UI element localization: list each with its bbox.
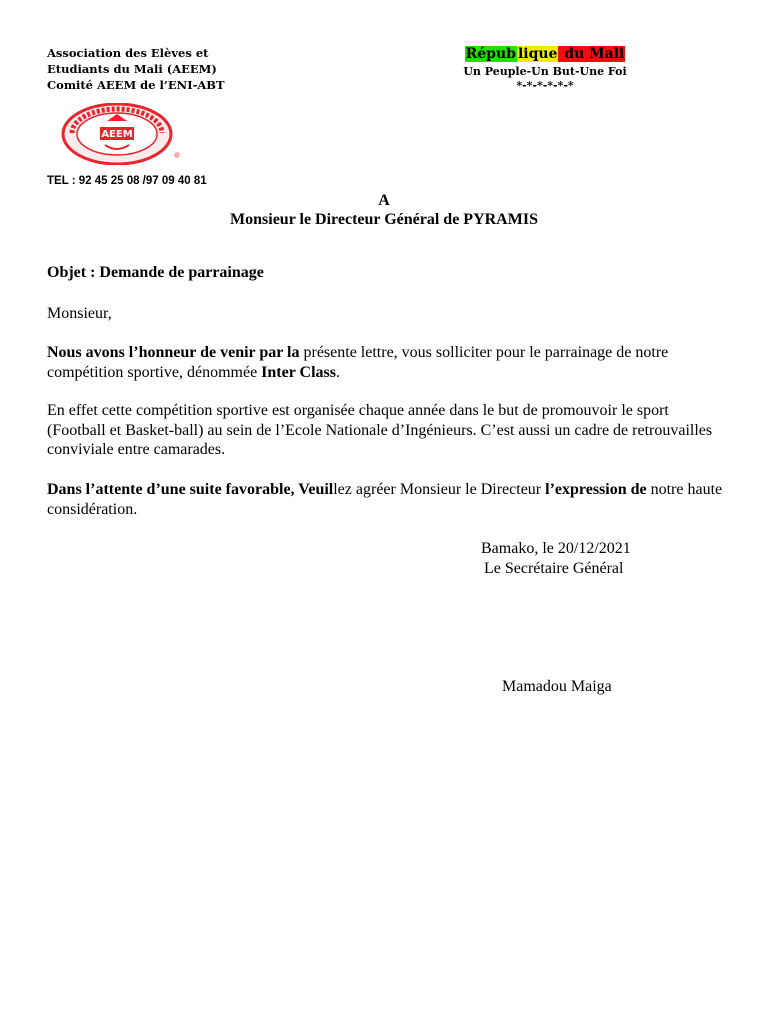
p3-bold-intro: Dans l’attente d’une suite favorable, Veuil bbox=[47, 481, 334, 498]
p3-end: notre haute considération. bbox=[47, 481, 723, 518]
p1-bold-intro: Nous avons l’honneur de venir par la bbox=[47, 344, 300, 361]
recipient-name: Monsieur le Directeur Général de PYRAMIS bbox=[230, 211, 538, 228]
p1-text: présente lettre, vous solliciter pour le parrainage de notre compétition sportive, dénommée bbox=[47, 344, 669, 381]
republic-title-red: du Mali bbox=[559, 46, 625, 62]
p3-text: lez agréer Monsieur le Directeur bbox=[333, 481, 546, 498]
signatory-name: Mamadou Maiga bbox=[502, 678, 612, 695]
paragraph-1 bbox=[47, 343, 727, 382]
logo-text: AEEM bbox=[101, 129, 133, 140]
aeem-logo bbox=[60, 103, 182, 165]
salutation: Monsieur, bbox=[47, 305, 112, 322]
republic-title-yellow: lique bbox=[517, 46, 558, 62]
republic-header bbox=[453, 43, 637, 92]
national-motto: Un Peuple-Un But-Une Foi bbox=[463, 65, 627, 78]
paragraph-2: En effet cette compétition sportive est organisée chaque année dans le but de promouvoir le sport (Football et Basket-ball) au sein de l’Ecole Nationale d’Ingénieurs. C’est aussi un cadre de retrouvailles conviviale entre camarades. bbox=[47, 402, 713, 458]
recipient-a: A bbox=[378, 192, 390, 209]
letter-subject: Objet : Demande de parrainage bbox=[47, 264, 264, 281]
p1-event-name: Inter Class bbox=[261, 363, 336, 381]
organization-header bbox=[47, 45, 225, 93]
org-line-3: Comité AEEM de l’ENI-ABT bbox=[47, 78, 225, 92]
place-date: Bamako, le 20/12/2021 bbox=[481, 540, 631, 557]
signatory-title: Le Secrétaire Général bbox=[484, 560, 624, 577]
p3-bold-expression: l’expression de bbox=[545, 481, 647, 498]
republic-title-green: Répub bbox=[465, 46, 516, 62]
phone-numbers: TEL : 92 45 25 08 /97 09 40 81 bbox=[47, 175, 207, 187]
republic-title bbox=[465, 44, 626, 64]
p1-end: . bbox=[336, 363, 340, 381]
stars-divider: *-*-*-*-*-* bbox=[516, 79, 574, 92]
org-line-1: Association des Elèves et bbox=[47, 46, 209, 60]
org-line-2: Etudiants du Mali (AEEM) bbox=[47, 62, 217, 76]
paragraph-3 bbox=[47, 480, 727, 519]
